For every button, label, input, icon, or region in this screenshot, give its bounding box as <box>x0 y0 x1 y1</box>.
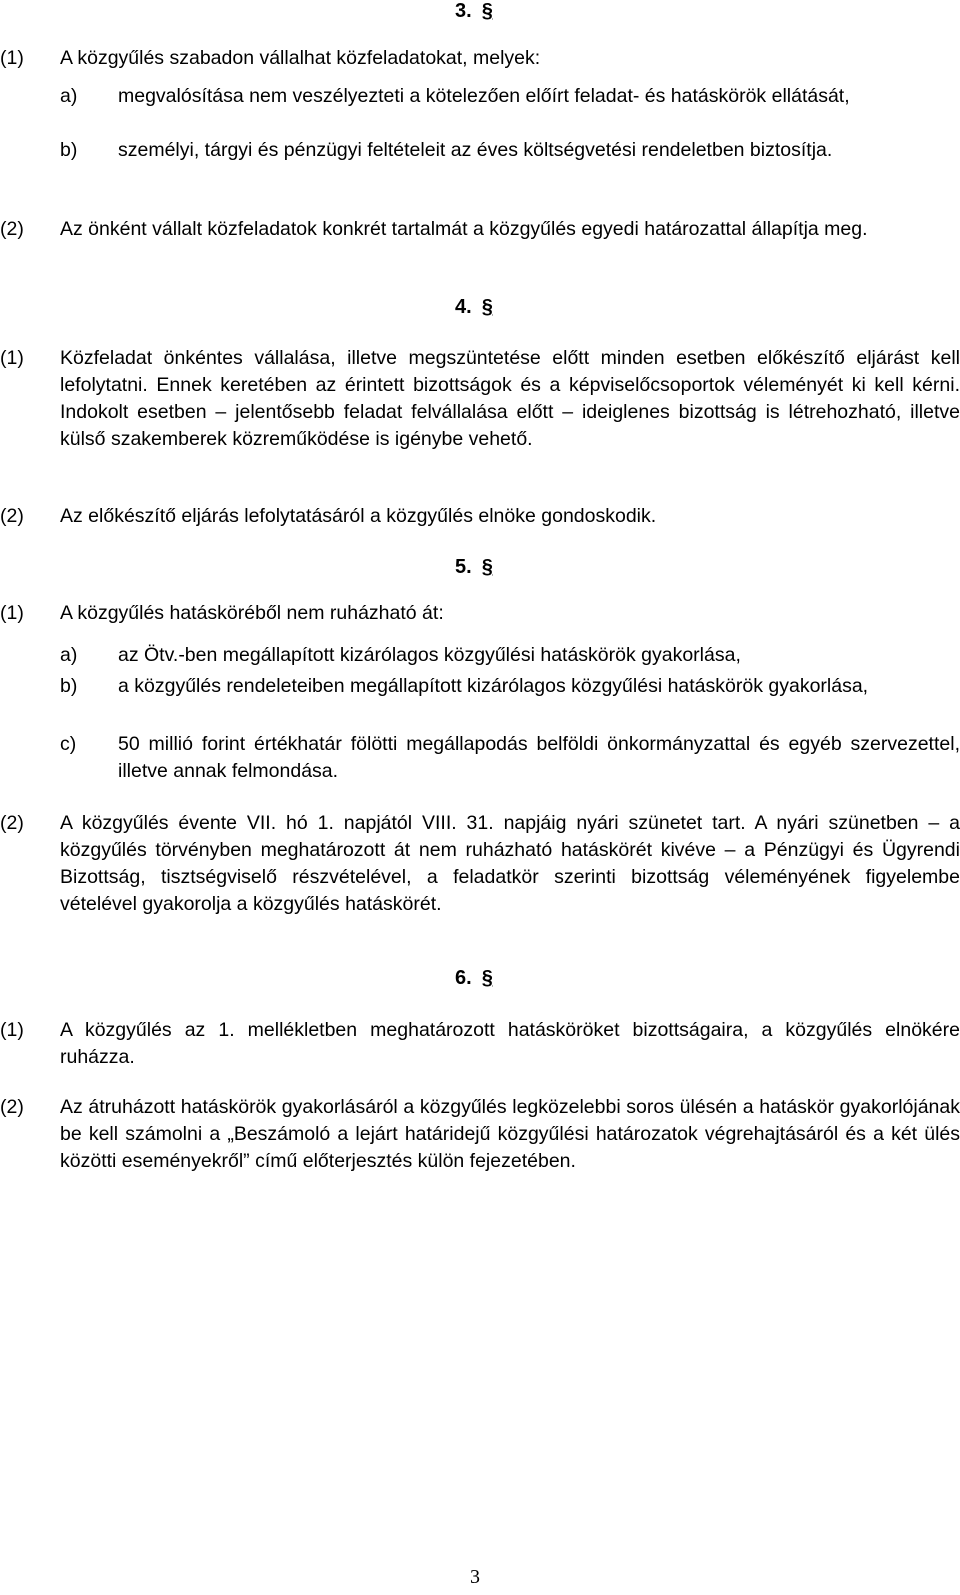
paragraph-symbol: § <box>481 0 493 22</box>
list-item-text: személyi, tárgyi és pénzügyi feltételeit az éves költségvetési rendeletben biztosítja. <box>118 139 833 161</box>
section-heading-5 <box>455 556 493 579</box>
section-heading-4 <box>455 296 493 319</box>
paragraph-number: (1) <box>0 347 24 369</box>
paragraph-text: A közgyűlés évente VII. hó 1. napjától VIII. 31. napjáig nyári szünetet tart. A nyári szünetben – a közgyűlés törvényben meghatározott át nem ruházható hatáskörét kivéve – a Pénzügyi és Ügyrendi Bizottság, tisztségviselő részvételével, a feladatkör szerinti bizottság véleményének figyelembe vételével gyakorolja a közgyűlés hatáskörét. <box>60 812 960 915</box>
paragraph-text: Közfeladat önkéntes vállalása, illetve megszüntetése előtt minden esetben előkészítő eljárást kell lefolytatni. Ennek keretében az érintett bizottságok és a képviselőcsoportok véleményét ki kell kérni. Indokolt esetben – jelentősebb feladat felvállalása előtt – ideiglenes bizottság is létrehozható, illetve külső szakemberek közreműködése is igénybe vehető. <box>60 347 960 450</box>
list-item-text: az Ötv.-ben megállapított kizárólagos közgyűlési hatáskörök gyakorlása, <box>118 644 741 666</box>
paragraph-number: (1) <box>0 47 24 69</box>
paragraph-number: (2) <box>0 1096 24 1118</box>
paragraph-number: (2) <box>0 505 24 527</box>
paragraph-number: (1) <box>0 1019 24 1041</box>
paragraph-text: Az önként vállalt közfeladatok konkrét tartalmát a közgyűlés egyedi határozattal állapítja meg. <box>60 218 868 240</box>
section-heading-6 <box>455 967 493 990</box>
paragraph-symbol: § <box>481 556 493 578</box>
list-item-text: a közgyűlés rendeleteiben megállapított kizárólagos közgyűlési hatáskörök gyakorlása, <box>118 675 869 697</box>
paragraph-symbol: § <box>481 967 493 989</box>
section-heading-3 <box>455 0 493 23</box>
list-item-label: a) <box>60 644 78 666</box>
list-item-label: a) <box>60 85 78 107</box>
list-item-label: b) <box>60 675 78 697</box>
list-item-label: c) <box>60 733 77 755</box>
paragraph-text: A közgyűlés szabadon vállalhat közfeladatokat, melyek: <box>60 47 541 69</box>
section-number: 3. <box>455 0 472 22</box>
paragraph-symbol: § <box>481 296 493 318</box>
section-number: 4. <box>455 296 472 318</box>
list-item-text: 50 millió forint értékhatár fölötti megállapodás belföldi önkormányzattal és egyéb szervezettel, illetve annak felmondása. <box>118 733 960 782</box>
paragraph-number: (2) <box>0 218 24 240</box>
section-number: 5. <box>455 556 472 578</box>
paragraph-text: A közgyűlés hatásköréből nem ruházható át: <box>60 602 444 624</box>
page-number: 3 <box>470 1566 480 1588</box>
paragraph-number: (1) <box>0 602 24 624</box>
list-item-label: b) <box>60 139 78 161</box>
section-number: 6. <box>455 967 472 989</box>
paragraph-text: A közgyűlés az 1. mellékletben meghatározott hatásköröket bizottságaira, a közgyűlés elnökére ruházza. <box>60 1019 960 1068</box>
paragraph-text: Az átruházott hatáskörök gyakorlásáról a közgyűlés legközelebbi soros ülésén a hatáskör gyakorlójának be kell számolni a „Beszámoló a lejárt határidejű közgyűlési határozatok végrehajtásáról és a két ülés közötti eseményekről” című előterjesztés külön fejezetében. <box>60 1096 960 1172</box>
paragraph-text: Az előkészítő eljárás lefolytatásáról a közgyűlés elnöke gondoskodik. <box>60 505 657 527</box>
list-item-text: megvalósítása nem veszélyezteti a kötelezően előírt feladat- és hatáskörök ellátását, <box>118 85 850 107</box>
paragraph-number: (2) <box>0 812 24 834</box>
